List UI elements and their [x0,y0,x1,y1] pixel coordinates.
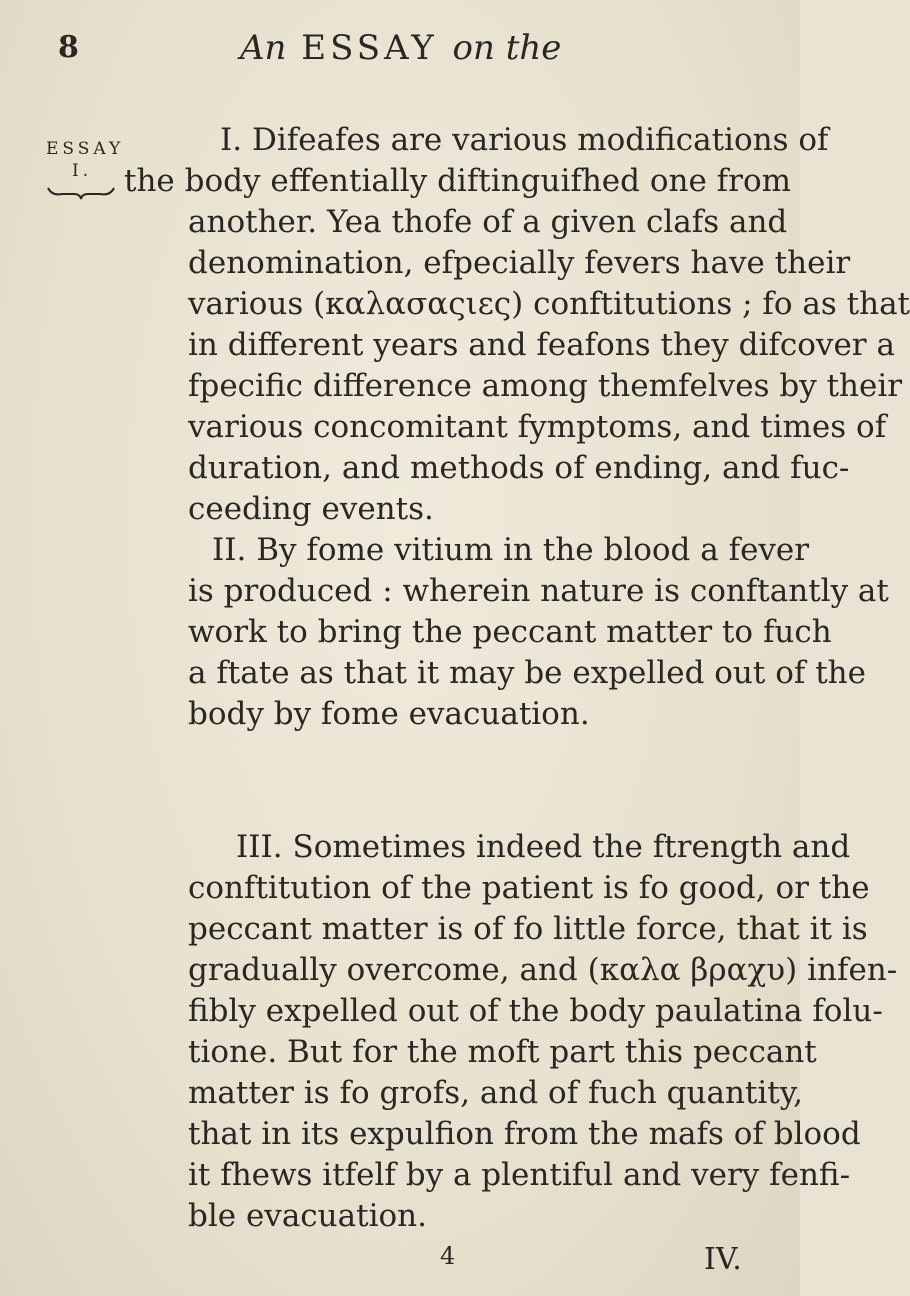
running-head-prefix: An [240,28,287,68]
paragraph-2-text-line: By fome vitium in the blood a fever [256,532,810,568]
paragraph-1-text-line: Difeafes are various modifications of [251,122,829,158]
margin-note-label: ESSAY [46,139,125,159]
paragraph-1-line-4: denomination, efpecially fevers have their [188,245,851,281]
paragraph-3-line-4: gradually overcome, and (καλα βραχυ) infen- [188,952,898,988]
paragraph-2-line-1 [188,530,810,571]
paragraph-3-line-3: peccant matter is of fo little force, that it is [188,911,868,947]
paragraph-3-line-1 [188,827,851,868]
paragraph-2 [188,530,889,735]
margin-note [46,138,124,182]
paragraph-3-line-6: tione. But for the moft part this peccant [188,1034,817,1070]
page-number: 8 [58,30,79,65]
paragraph-3-line-7: matter is fo grofs, and of fuch quantity, [188,1075,803,1111]
paragraph-1-line-9: duration, and methods of ending, and fuc- [188,450,850,486]
paragraph-2-line-2: is produced : wherein nature is conftantly at [188,573,889,609]
paragraph-3-line-2: conftitution of the patient is fo good, or the [188,870,870,906]
catchword: IV. [704,1242,742,1277]
paragraph-2-line-3: work to bring the peccant matter to fuch [188,614,832,650]
running-head-main: ESSAY [301,28,438,68]
paragraph-3 [188,827,898,1237]
paragraph-1-line-5: various (καλασαςιες) conftitutions ; fo as that [188,286,910,322]
signature-mark: 4 [440,1242,456,1270]
page-footer [0,1242,800,1282]
running-head-suffix: on the [452,28,562,68]
paragraph-1-line-3: another. Yea thofe of a given clafs and [188,204,788,240]
paragraph-2-line-5: body by fome evacuation. [188,696,590,732]
paragraph-3-line-8: that in its expulfion from the mafs of blood [188,1116,861,1152]
paragraph-2-numeral: II. [212,532,247,568]
paragraph-1-line-8: various concomitant fymptoms, and times of [188,409,887,445]
margin-note-number: I. [72,161,93,181]
paragraph-3-numeral: III. [236,829,283,865]
paragraph-1-line-7: fpecific difference among themfelves by their [188,368,903,404]
paragraph-2-line-4: a ftate as that it may be expelled out of the [188,655,866,691]
paragraph-1-line-6: in different years and feafons they difcover a [188,327,895,363]
running-head [240,28,561,68]
page-header [0,22,800,72]
paragraph-1-line-2: the body effentially diftinguifhed one from [124,163,792,199]
paragraph-3-line-9: it fhews itfelf by a plentiful and very fenfi- [188,1157,851,1193]
paragraph-1 [124,120,910,530]
paragraph-1-line-1 [220,120,829,161]
margin-brace-icon [46,186,116,200]
paragraph-1-line-10: ceeding events. [188,491,434,527]
paragraph-3-line-10: ble evacuation. [188,1198,427,1234]
paragraph-3-text-line: Sometimes indeed the ftrength and [292,829,851,865]
paragraph-1-numeral: I. [220,122,243,158]
paragraph-3-line-5: fibly expelled out of the body paulatina folu- [188,993,883,1029]
